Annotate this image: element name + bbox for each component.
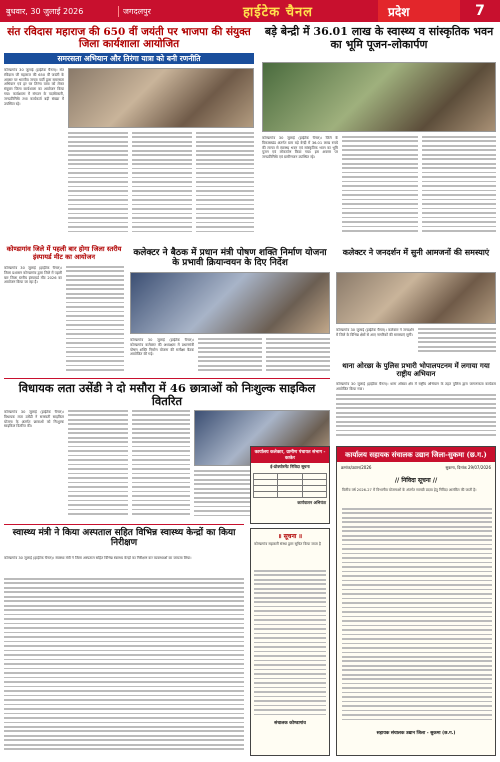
story7-text-col-3 <box>132 410 190 520</box>
story6-text-more <box>336 394 496 442</box>
story2-body: कोण्डागांव 30 जुलाई (हाईटेक चैनल)। जिले के विकासखंड अंतर्गत ग्राम बड़े बेन्द्री में 36.01 लाख रुपये की लागत से स्वास्थ्य भवन एवं सांस्कृतिक भवन का भूमि पूजन एवं लोकार्पण किया गया। इस अवसर पर जनप्रतिनिधि एवं ग्रामीणजन उपस्थित रहे। <box>262 136 338 160</box>
divider <box>4 378 330 379</box>
sahkari-notice <box>250 528 330 756</box>
story5-headline: कलेक्टर ने जनदर्शन में सुनी आमजनों की समस्याएं <box>342 247 490 257</box>
story4-photo <box>130 272 330 334</box>
edition-city: जगदलपुर <box>118 6 178 17</box>
story2-text-col-2 <box>342 136 418 236</box>
story5-text-col-2 <box>418 328 496 358</box>
section-label: प्रदेश <box>378 0 460 22</box>
story1-body: कोण्डागांव 30 जुलाई (हाईटेक चैनल)। संत रविदास जी महाराज की 650 वीं जयंती के अवसर पर भारतीय जनता पार्टी द्वारा समरसता अभियान एवं हर घर तिरंगा यात्रा को लेकर संयुक्त जिला कार्यशाला का आयोजन किया गया। कार्यशाला में संगठन के पदाधिकारी, जनप्रतिनिधि तथा कार्यकर्ता बड़ी संख्या में उपस्थित रहे। <box>4 68 64 106</box>
story6-headline: थाना ओरछा के पुलिस प्रभारी भोपालपटनम में लगाया गया राष्ट्रीय अभियान <box>342 361 490 379</box>
story4-text-col-3 <box>266 338 330 374</box>
story8-text-more <box>4 578 244 756</box>
divider <box>4 524 244 525</box>
page-number: 7 <box>475 3 485 19</box>
ward-vikas-table <box>253 473 327 498</box>
ward-vikas-title: कार्यालय कलेक्टर, ग्रामीण पंचायत संभाग - काकेर <box>251 447 329 463</box>
story7-headline: विधायक लता उसेंडी ने दो मसौरा में 46 छात्राओं को निःशुल्क साइकिल वितरित <box>18 381 316 409</box>
story1-text-col-3 <box>132 132 192 238</box>
story5-photo <box>336 272 496 324</box>
udyan-notice-title: कार्यालय सहायक संचालक उद्यान जिला-सुकमा (छ.ग.) <box>337 447 495 462</box>
story3-text-col-2 <box>66 266 124 374</box>
story3-body: कोण्डागांव 30 जुलाई (हाईटेक चैनल)। जिला प्रशासन कोण्डागांव द्वारा जिले में पहली बार जिला स्तरीय इंस्पायर्ड मीट 2026 का आयोजन किया जा रहा है। <box>4 266 62 285</box>
story1-headline: संत रविदास महाराज की 650 वीं जयंती पर भाजपा की संयुक्त जिला कार्यशाला आयोजित <box>7 26 251 51</box>
story1-subhead: समरसता अभियान और तिरंगा यात्रा को बनी रणनीति <box>4 53 254 64</box>
story1-photo <box>68 68 254 128</box>
sahkari-notice-title: ॥ सूचना ॥ <box>277 533 303 540</box>
udyan-notice-body: वित्तीय वर्ष 2026-27 में विभागीय योजनाओं के अंतर्गत सामग्री प्रदाय हेतु निविदा आमंत्रित की जाती है। <box>342 488 477 492</box>
issue-date: बुधवार, 30 जुलाई 2026 <box>6 6 84 16</box>
story4-headline: कलेक्टर ने बैठक में प्रधान मंत्री पोषण शक्ति निर्माण योजना के प्रभावी क्रियान्वयन के दिए निर्देश <box>133 248 327 269</box>
ward-vikas-notice <box>250 446 330 524</box>
ward-vikas-footer: कार्यपालन अभियंता <box>297 500 326 505</box>
story2-photo <box>262 62 496 132</box>
story7-text-col-2 <box>68 410 128 520</box>
sahkari-notice-body: कोण्डागांव सहकारी संस्था द्वारा सूचित किया जाता है <box>254 542 321 546</box>
udyan-notice-footer: सहायक संचालक उद्यान जिला - सुकमा (छ.ग.) <box>376 731 456 736</box>
story5-body: कोण्डागांव 30 जुलाई (हाईटेक चैनल)। कलेक्टर ने जनदर्शन में जिले के विभिन्न क्षेत्रों से आए नागरिकों की समस्याएं सुनीं। <box>336 328 414 337</box>
udyan-notice-lines <box>342 508 492 728</box>
page-header <box>0 0 500 22</box>
sahkari-notice-lines <box>254 570 326 720</box>
story1-text-col-4 <box>196 132 254 238</box>
story8-body: कोण्डागांव 30 जुलाई (हाईटेक चैनल)। स्वास्थ्य मंत्री ने जिला अस्पताल सहित विभिन्न स्वास्थ्य केन्द्रों का निरीक्षण कर व्यवस्थाओं का जायजा लिया। <box>4 556 192 560</box>
story8-headline: स्वास्थ्य मंत्री ने किया अस्पताल सहित विभिन्न स्वास्थ्य केन्द्रों का किया निरीक्षण <box>12 528 236 549</box>
masthead: हाईटेक चैनल <box>243 5 313 20</box>
story2-headline: बड़े बेन्द्री में 36.01 लाख के स्वास्थ्य व सांस्कृतिक भवन का भूमि पूजन-लोकार्पण <box>264 25 494 51</box>
udyan-notice-number: क्रमांक/उद्यान/2026 <box>341 465 372 470</box>
udyan-notice-heading: // निविदा सूचना // <box>394 477 438 484</box>
story4-text-col-2 <box>198 338 262 374</box>
udyan-notice-date: सुकमा, दिनांक 29/07/2026 <box>445 465 491 470</box>
sahkari-notice-footer: संचालक कोण्डागांव <box>274 721 306 726</box>
story4-body: कोण्डागांव 30 जुलाई (हाईटेक चैनल)। कोण्डागांव कलेक्टर की अध्यक्षता में प्रधानमंत्री पोषण शक्ति निर्माण योजना की समीक्षा बैठक आयोजित की गई। <box>130 338 194 357</box>
story7-body: कोण्डागांव 30 जुलाई (हाईटेक चैनल)। विधायक लता उसेंडी ने सरस्वती साइकिल योजना के अंतर्गत छात्राओं को निःशुल्क साइकिल वितरित की। <box>4 410 64 429</box>
story1-text-col-2 <box>68 132 128 238</box>
udyan-tender-notice <box>336 446 496 756</box>
udyan-notice-meta <box>337 462 495 474</box>
story2-text-col-3 <box>422 136 496 236</box>
ward-vikas-subtitle: ई-प्रोक्योरमेंट निविदा सूचना <box>270 464 310 469</box>
story3-headline: कोण्डागांव जिले में पहली बार होगा जिला स्तरीय इंस्पायर्ड मीट का आयोजन <box>6 245 122 261</box>
story6-body: कोण्डागांव 30 जुलाई (हाईटेक चैनल)। थाना ओरछा क्षेत्र में राष्ट्रीय अभियान के तहत पुलिस द्वारा जागरूकता कार्यक्रम आयोजित किया गया। <box>336 382 496 391</box>
